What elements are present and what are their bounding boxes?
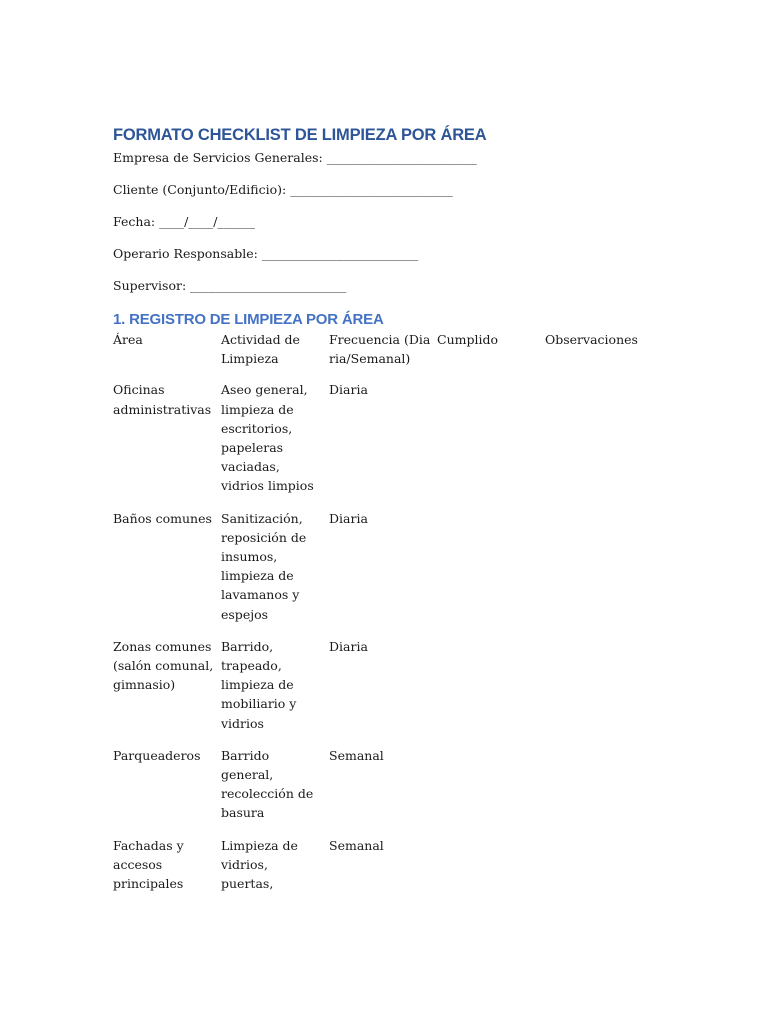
row-observaciones[interactable] <box>545 380 673 508</box>
field-supervisor-label: Supervisor: <box>113 278 187 293</box>
header-cumplido: Cumplido <box>437 332 498 347</box>
section-1-title: 1. REGISTRO DE LIMPIEZA POR ÁREA <box>113 311 384 328</box>
row-frecuencia: Diaria <box>329 382 368 398</box>
row-cumplido[interactable] <box>437 380 545 508</box>
field-empresa-label: Empresa de Servicios Generales: <box>113 150 323 165</box>
field-empresa-blank: ________________________ <box>326 150 477 165</box>
field-fecha-label: Fecha: <box>113 214 156 229</box>
field-fecha-blank: ____/____/______ <box>159 214 256 229</box>
row-actividad: Limpieza de vidrios, puertas, <box>221 837 298 892</box>
field-empresa <box>113 150 673 166</box>
row-actividad: Aseo general, limpieza de escritorios, papeleras vaciadas, vidrios limpios <box>221 382 314 494</box>
row-frecuencia: Diaria <box>329 638 368 654</box>
row-area: Oficinas administrativas <box>113 382 212 417</box>
row-actividad: Sanitización, reposición de insumos, limpieza de lavamanos y espejos <box>221 510 307 622</box>
row-area: Zonas comunes (salón comunal, gimnasio) <box>113 638 214 693</box>
row-observaciones[interactable] <box>545 836 673 907</box>
header-observaciones: Observaciones <box>545 332 638 347</box>
cleaning-table <box>113 330 673 906</box>
row-frecuencia: Diaria <box>329 510 368 526</box>
row-observaciones[interactable] <box>545 637 673 746</box>
field-operario-blank: _________________________ <box>261 246 419 261</box>
row-observaciones[interactable] <box>545 509 673 637</box>
row-cumplido[interactable] <box>437 836 545 907</box>
row-area: Parqueaderos <box>113 747 201 763</box>
field-cliente-label: Cliente (Conjunto/Edificio): <box>113 182 287 197</box>
row-cumplido[interactable] <box>437 509 545 637</box>
row-frecuencia: Semanal <box>329 747 384 763</box>
field-cliente <box>113 182 673 198</box>
row-actividad: Barrido general, recolección de basura <box>221 747 314 821</box>
document-page <box>113 124 673 906</box>
row-frecuencia: Semanal <box>329 837 384 853</box>
header-frecuencia: Frecuencia (Diaria/Semanal) <box>329 332 431 367</box>
row-area: Fachadas y accesos principales <box>113 837 184 892</box>
header-area: Área <box>113 332 143 347</box>
field-operario-label: Operario Responsable: <box>113 246 258 261</box>
field-supervisor-blank: _________________________ <box>190 278 347 293</box>
row-cumplido[interactable] <box>437 637 545 746</box>
row-cumplido[interactable] <box>437 746 545 836</box>
field-supervisor <box>113 278 673 294</box>
row-actividad: Barrido, trapeado, limpieza de mobiliario y vidrios <box>221 638 297 731</box>
field-cliente-blank: __________________________ <box>290 182 453 197</box>
row-area: Baños comunes <box>113 510 212 526</box>
header-actividad: Actividad de Limpieza <box>221 332 300 367</box>
field-operario <box>113 246 673 262</box>
row-observaciones[interactable] <box>545 746 673 836</box>
document-title: FORMATO CHECKLIST DE LIMPIEZA POR ÁREA <box>113 126 487 144</box>
field-fecha <box>113 214 673 230</box>
